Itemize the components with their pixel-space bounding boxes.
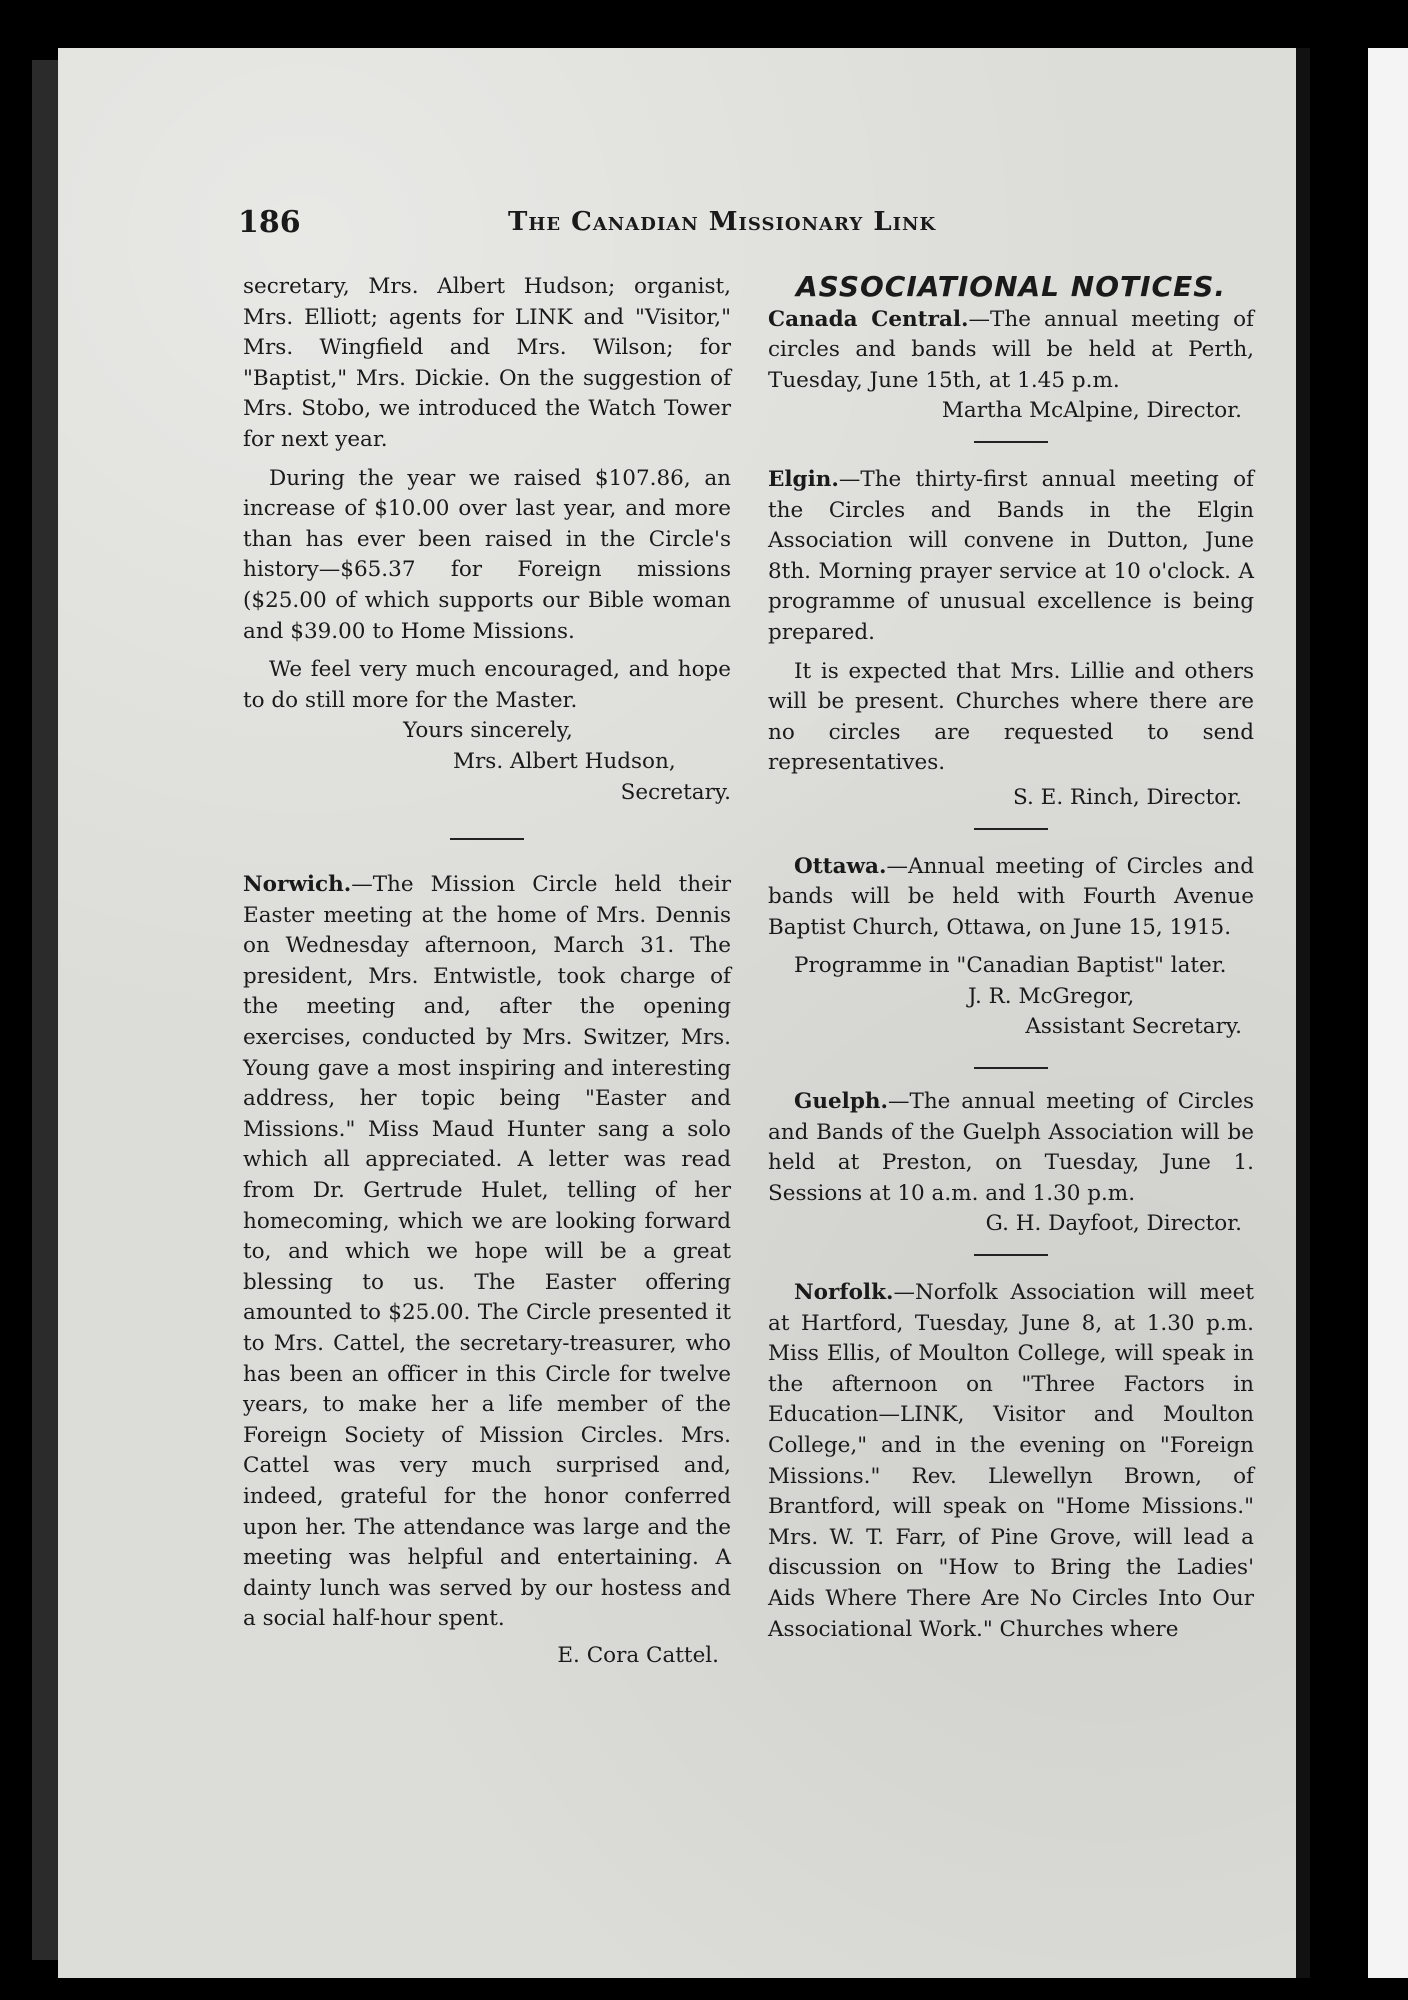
film-margin-right [1368, 48, 1408, 1978]
notice-text: —The annual meeting of circles and bands will be held at Perth, Tuesday, June 15th, at 1.45 p.m. [768, 306, 1254, 393]
notice-lead: Canada Central. [768, 306, 969, 332]
paragraph: It is expected that Mrs. Lillie and others will be present. Churches where there are no circles are requested to send representatives. [768, 658, 1254, 776]
notice-text: —Annual meeting of Circles and bands will be held with Fourth Avenue Baptist Church, Ottawa, on June 15, 1915. [768, 853, 1254, 940]
closing: Yours sincerely, [403, 718, 573, 744]
film-edge-right [1296, 48, 1310, 1978]
paragraph: We feel very much encouraged, and hope to do still more for the Master. [243, 657, 731, 713]
notice-norfolk [768, 1278, 1254, 1645]
paragraph: secretary, Mrs. Albert Hudson; organist, Mrs. Elliott; agents for LINK and "Visitor," Mrs. Wingfield and Mrs. Wilson; for "Baptist," Mrs. Dickie. On the suggestion of Mrs. Stobo, we introduced the Watch Tower for next year. [243, 274, 731, 452]
page-header [238, 205, 1238, 245]
section-divider [450, 838, 524, 840]
left-column [243, 272, 731, 1672]
notice-text: —The Mission Circle held their Easter meeting at the home of Mrs. Dennis on Wednesday afternoon, March 31. The president, Mrs. Entwistle, took charge of the meeting and, after the opening exercises, conducted by Mrs. Switzer, Mrs. Young gave a most inspiring and interesting address, her topic being "Easter and Missions." Miss Maud Hunter sang a solo which all appreciated. A letter was read from Dr. Gertrude Hulet, telling of her homecoming, which we are looking forward to, and which we hope will be a great blessing to us. The Easter offering amounted to $25.00. The Circle presented it to Mrs. Cattel, the secretary-treasurer, who has been an officer in this Circle for twelve years, to make her a life member of the Foreign Society of Mission Circles. Mrs. Cattel was very much surprised and, indeed, grateful for the honor conferred upon her. The attendance was large and the meeting was helpful and entertaining. A dainty lunch was served by our hostess and a social half-hour spent. [243, 872, 731, 1632]
signature-name: J. R. McGregor, [968, 983, 1135, 1009]
notice-lead: Guelph. [794, 1089, 888, 1115]
paragraph: During the year we raised $107.86, an increase of $10.00 over last year, and more than has ever been raised in the Circle's history—$65.37 for Foreign missions ($25.00 of which supports our Bible woman and $39.00 to Home Missions. [243, 465, 731, 644]
paragraph: Programme in "Canadian Baptist" later. [794, 953, 1227, 979]
signature: G. H. Dayfoot, Director. [985, 1211, 1242, 1237]
right-column [768, 272, 1254, 1645]
signature-title: Assistant Secretary. [1025, 1014, 1242, 1040]
notice-text: —Norfolk Association will meet at Hartford, Tuesday, June 8, at 1.30 p.m. Miss Ellis, of Moulton College, will speak in the afternoon on "Three Factors in Education—LINK, Visitor and Moulton College," and in the evening on "Foreign Missions." Rev. Llewellyn Brown, of Brantford, will speak on "Home Missions." Mrs. W. T. Farr, of Pine Grove, will lead a discussion on "How to Bring the Ladies' Aids Where There Are No Circles Into Our Associational Work." Churches where [768, 1280, 1254, 1642]
notice-elgin [768, 465, 1254, 649]
notice-text: —The annual meeting of Circles and Bands of the Guelph Association will be held at Preston, on Tuesday, June 1. Sessions at 10 a.m. and 1.30 p.m. [768, 1089, 1254, 1206]
section-divider [974, 1067, 1048, 1069]
section-divider [974, 441, 1048, 443]
notice-lead: Norfolk. [794, 1280, 894, 1306]
notice-ottawa [768, 852, 1254, 944]
signature-name: Mrs. Albert Hudson, [453, 748, 676, 774]
section-divider [974, 828, 1048, 830]
section-heading: ASSOCIATIONAL NOTICES. [795, 270, 1226, 303]
notice-guelph [768, 1087, 1254, 1209]
signature: E. Cora Cattel. [557, 1642, 719, 1668]
page-number: 186 [238, 205, 301, 240]
notice-text: —The thirty-first annual meeting of the Circles and Bands in the Elgin Association will convene in Dutton, June 8th. Morning prayer service at 10 o'clock. A programme of unusual excellence is being prepared. [768, 466, 1254, 645]
notice-norwich [243, 870, 731, 1635]
signature-title: Secretary. [620, 779, 731, 805]
notice-canada-central [768, 305, 1254, 397]
notice-lead: Ottawa. [794, 853, 887, 879]
section-divider [974, 1254, 1048, 1256]
notice-lead: Norwich. [243, 872, 352, 898]
notice-lead: Elgin. [768, 466, 839, 492]
film-edge-left [32, 60, 58, 1960]
running-title: The Canadian Missionary Link [508, 207, 937, 237]
signature: Martha McAlpine, Director. [941, 398, 1242, 424]
signature: S. E. Rinch, Director. [1013, 784, 1242, 810]
